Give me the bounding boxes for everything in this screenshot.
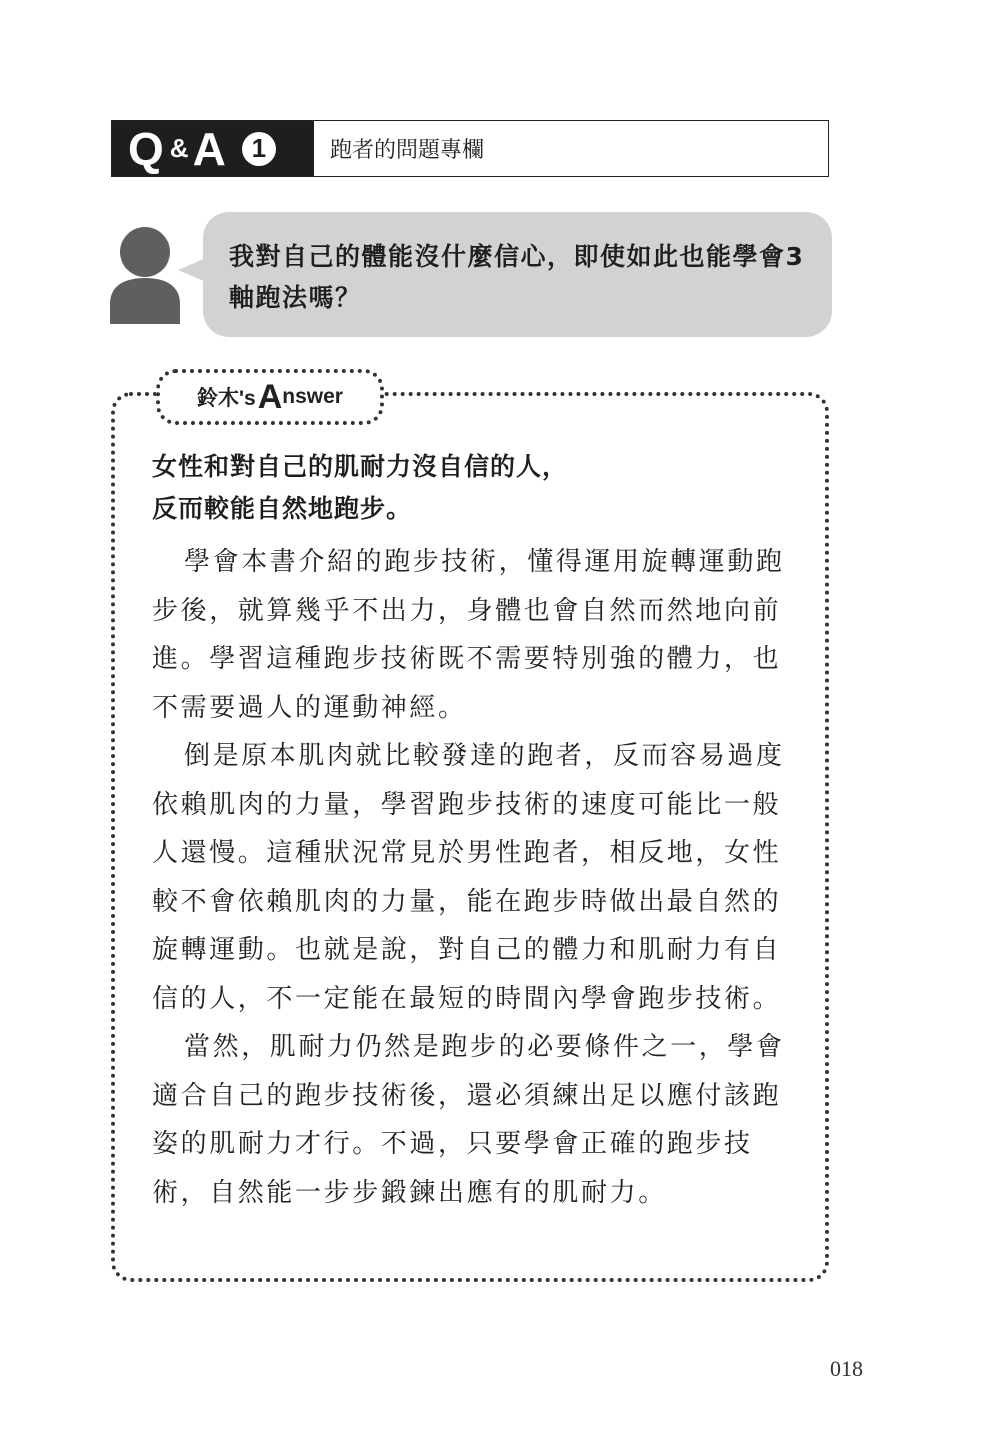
question-bubble (203, 212, 832, 337)
qa-header (111, 120, 829, 177)
question-text: 我對自己的體能沒什麼信心，即使如此也能學會3軸跑法嗎？ (229, 242, 805, 312)
answer-label (156, 369, 384, 425)
answer-paragraph-2: 倒是原本肌肉就比較發達的跑者，反而容易過度依賴肌肉的力量，學習跑步技術的速度可能比一般人還慢。這種狀況常見於男性跑者，相反地，女性較不會依賴肌肉的力量，能在跑步時做出最自然的旋轉運動。也就是說，對自己的體力和肌耐力有自信的人，不一定能在最短的時間內學會跑步技術。 (152, 741, 785, 1014)
qa-badge (112, 121, 314, 176)
answer-label-rest: nswer (282, 385, 343, 408)
page-number: 018 (830, 1356, 863, 1381)
q-letter: Q (128, 122, 164, 175)
answer-heading (152, 446, 792, 530)
ampersand: & (169, 133, 189, 163)
question-number: 1 (242, 132, 276, 166)
speech-bubble-tail (178, 258, 206, 282)
answer-heading-line2: 反而較能自然地跑步。 (152, 494, 413, 523)
person-icon (110, 226, 180, 324)
column-title: 跑者的問題專欄 (330, 138, 485, 163)
answer-label-cap: A (257, 377, 283, 416)
answer-label-who: 鈴木's (197, 387, 256, 410)
answer-content (152, 446, 792, 1217)
a-letter: A (192, 122, 226, 175)
answer-heading-line1: 女性和對自己的肌耐力沒自信的人， (152, 452, 569, 481)
answer-paragraph-3: 當然，肌耐力仍然是跑步的必要條件之一，學會適合自己的跑步技術後，還必須練出足以應付該跑姿的肌耐力才行。不過，只要學會正確的跑步技術，自然能一步步鍛鍊出應有的肌耐力。 (152, 1032, 785, 1208)
answer-paragraph-1: 學會本書介紹的跑步技術，懂得運用旋轉運動跑步後，就算幾乎不出力，身體也會自然而然地向前進。學習這種跑步技術既不需要特別強的體力，也不需要過人的運動神經。 (152, 547, 785, 723)
